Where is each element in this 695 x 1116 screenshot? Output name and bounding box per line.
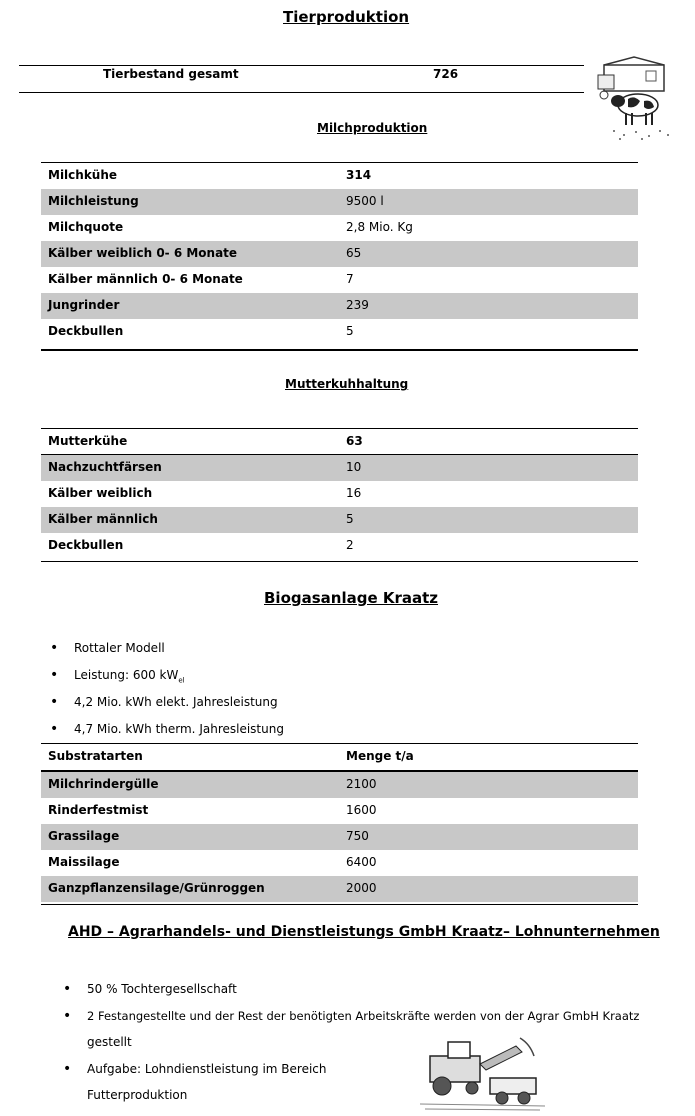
row-value: 9500 l [346,194,384,208]
section-title-biogas: Biogasanlage Kraatz [264,589,439,607]
table-bottom-border [41,904,638,905]
table-row [41,293,638,319]
table-row [41,507,638,533]
row-label: Grassilage [48,829,120,843]
table-row [41,455,638,481]
row-value: 2 [346,538,354,552]
bullet-icon: • [63,981,72,997]
list-item-continuation: gestellt [87,1035,132,1049]
table-row [41,850,638,876]
row-label: Deckbullen [48,538,124,552]
row-value: 10 [346,460,362,474]
table-row [41,481,638,507]
row-label: Mutterkühe [48,434,128,448]
bullet-icon: • [63,1008,72,1024]
row-value: 7 [346,272,354,286]
row-value: 5 [346,512,354,526]
row-value: 2,8 Mio. Kg [346,220,413,234]
table-row [41,824,638,850]
row-value: 2000 [346,881,377,895]
bullet-icon: • [63,1061,72,1077]
column-header-substrat: Substratarten [48,749,143,763]
table-row [41,533,638,559]
cow-farm-illustration [594,55,682,143]
section-title-ahd: AHD – Agrarhandels- und Dienstleistungs GmbH Kraatz– Lohnunternehmen [68,924,660,940]
row-label: Kälber männlich 0- 6 Monate [48,272,243,286]
divider [19,92,584,93]
table-row [41,319,638,345]
table-row [41,798,638,824]
table-bottom-border [41,561,638,562]
table-row [41,772,638,798]
row-label: Kälber männlich [48,512,158,526]
bullet-icon: • [50,694,59,710]
table-top-border [41,743,638,744]
table-row [41,163,638,189]
row-value: 1600 [346,803,377,817]
table-row [41,215,638,241]
row-label: Deckbullen [48,324,124,338]
row-label: Nachzuchtfärsen [48,460,162,474]
row-value: 750 [346,829,369,843]
row-label: Milchleistung [48,194,139,208]
row-label: Ganzpflanzensilage/Grünroggen [48,881,265,895]
table-bottom-border [41,349,638,351]
page-title: Tierproduktion [283,8,410,26]
bullet-icon: • [50,721,59,737]
total-label: Tierbestand gesamt [103,67,239,81]
table-row [41,267,638,293]
row-label: Milchkühe [48,168,118,182]
row-value: 63 [346,434,363,448]
section-title-mutter: Mutterkuhhaltung [285,377,409,391]
table-row [41,241,638,267]
row-value: 65 [346,246,362,260]
row-value: 6400 [346,855,377,869]
row-value: 314 [346,168,372,182]
harvester-illustration [420,1034,545,1112]
row-label: Kälber weiblich 0- 6 Monate [48,246,238,260]
divider [19,65,584,66]
table-row [41,189,638,215]
section-title-milch: Milchproduktion [317,121,428,135]
row-label: Milchrindergülle [48,777,159,791]
row-label: Jungrinder [48,298,120,312]
table-row [41,429,638,455]
bullet-icon: • [50,640,59,656]
column-header-menge: Menge t/a [346,749,414,763]
table-row [41,876,638,902]
bullet-icon: • [50,667,59,683]
row-label: Rinderfestmist [48,803,149,817]
row-label: Maissilage [48,855,120,869]
row-value: 239 [346,298,369,312]
total-value: 726 [433,67,459,81]
row-value: 2100 [346,777,377,791]
row-value: 5 [346,324,354,338]
row-value: 16 [346,486,362,500]
row-label: Milchquote [48,220,124,234]
row-label: Kälber weiblich [48,486,153,500]
list-item-continuation: Futterproduktion [87,1088,188,1102]
